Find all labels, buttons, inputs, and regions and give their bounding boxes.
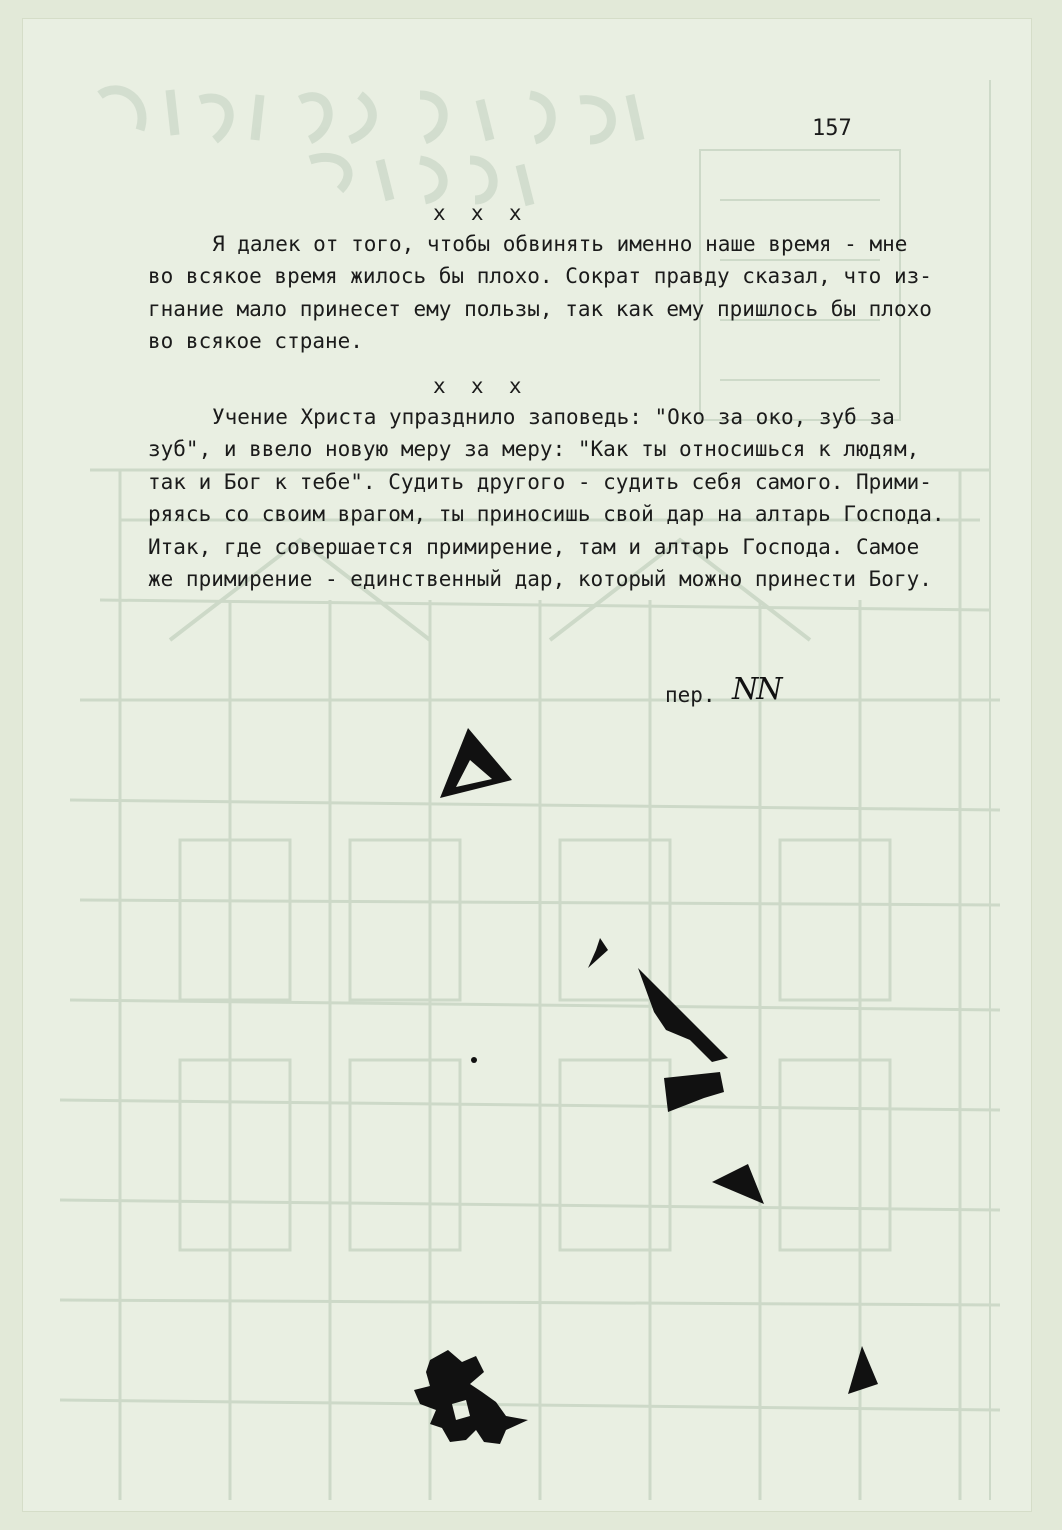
paragraph-line: Итак, где совершается примирение, там и алтарь Господа. Самое xyxy=(148,535,920,559)
paragraph-line: зуб", и ввело новую меру за меру: "Как ты относишься к людям, xyxy=(148,437,920,461)
translator-signature: NN xyxy=(732,672,781,707)
paragraph-line: ряясь со своим врагом, ты приносишь свой дар на алтарь Господа. xyxy=(148,502,945,526)
page-number: 157 xyxy=(812,116,852,141)
section-separator: x x x xyxy=(433,201,522,225)
paragraph-line: Я далек от того, чтобы обвинять именно наше время - мне xyxy=(212,232,908,256)
paragraph-line: Учение Христа упразднило заповедь: "Око за око, зуб за xyxy=(212,405,895,429)
paragraph-line: же примирение - единственный дар, который можно принести Богу. xyxy=(148,567,932,591)
section-separator: x x x xyxy=(433,374,522,398)
paragraph-line: так и Бог к тебе". Судить другого - судить себя самого. Прими- xyxy=(148,470,932,494)
paragraph-line: гнание мало принесет ему пользы, так как ему пришлось бы плохо xyxy=(148,297,932,321)
paragraph-line: во всякое время жилось бы плохо. Сократ правду сказал, что из- xyxy=(148,264,932,288)
translator-label: пер. xyxy=(665,683,716,707)
paragraph-line: во всякое стране. xyxy=(148,329,363,353)
